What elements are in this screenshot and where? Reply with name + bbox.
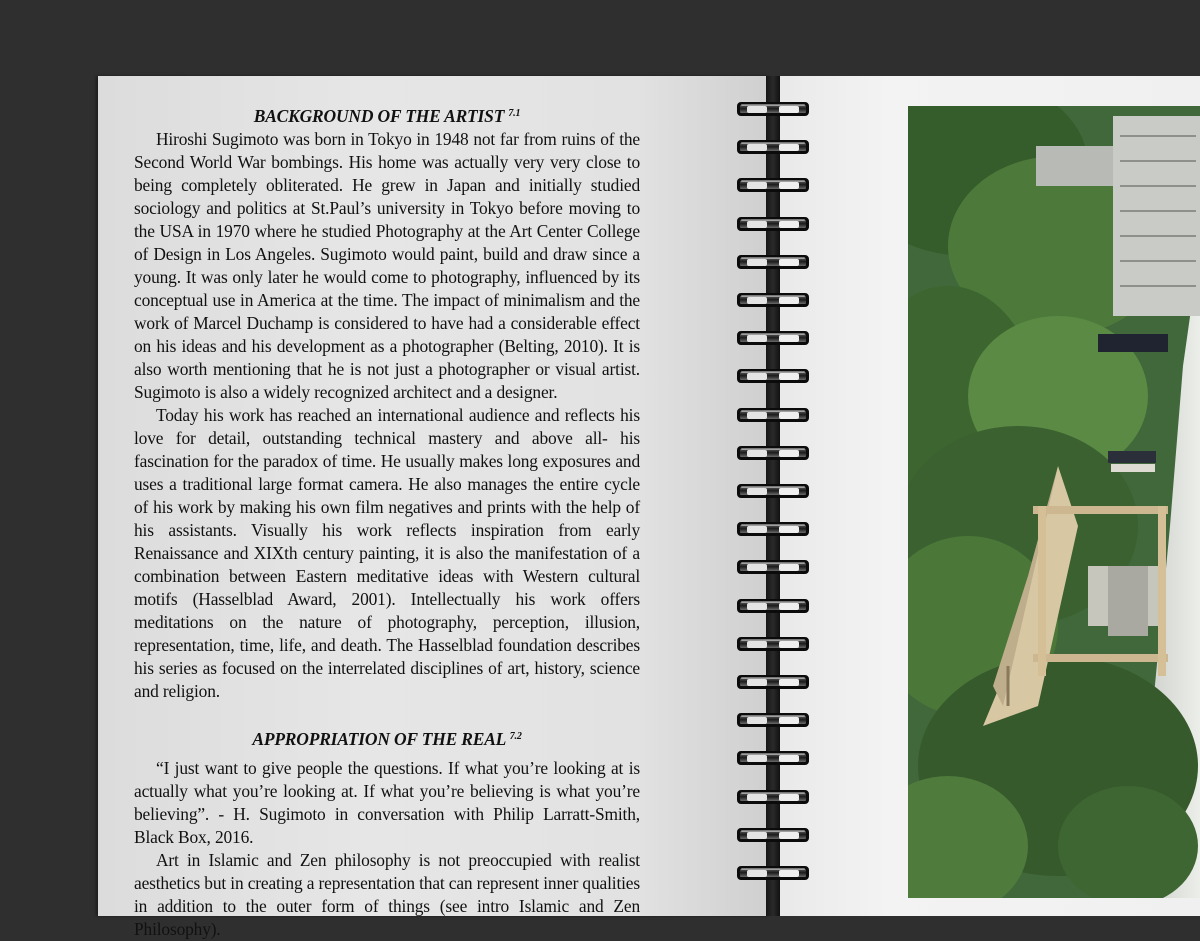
- garden-shrine-photo: [908, 106, 1200, 898]
- binding-ring: [737, 331, 811, 349]
- binding-ring: [737, 599, 811, 617]
- section-heading-appropriation: APPROPRIATION OF THE REAL $^{7.2}$: [252, 729, 522, 749]
- binding-ring: [737, 408, 811, 426]
- binding-ring: [737, 790, 811, 808]
- binding-ring: [737, 560, 811, 578]
- paragraph: Hiroshi Sugimoto was born in Tokyo in 1948 not far from ruins of the Second World War bombings. His home was actually very very close to being completely obliterated. He grew in Japan and initially studied sociology and politics at St.Paul’s university in Tokyo before moving to the USA in 1970 where he studied Photography at the Art Center College of Design in Los Angeles. Sugimoto would paint, build and draw since a young. It was only later he would come to photography, influenced by its conceptual use in America at the time. The impact of minimalism and the work of Marcel Duchamp is considered to have had a considerable effect on his ideas and his development as a photographer (Belting, 2010). It is also worth mentioning that he is not just a photographer or visual artist. Sugimoto is also a widely recognized architect and a designer.: [134, 129, 640, 402]
- binding-ring: [737, 446, 811, 464]
- binding-ring: [737, 178, 811, 196]
- section-ref: 7.1: [508, 108, 521, 119]
- paragraph: Art in Islamic and Zen philosophy is not preoccupied with realist aesthetics but in creating a representation that can represent inner qualities in addition to the outer form of things (see intro Islamic and Zen Philosophy).: [134, 850, 640, 939]
- binding-ring: [737, 522, 811, 540]
- section-heading-background: BACKGROUND OF THE ARTIST $^{7.1}$: [253, 106, 521, 126]
- binding-ring: [737, 675, 811, 693]
- binding-ring: [737, 102, 811, 120]
- text-block: [134, 102, 640, 941]
- photo-illustration: [908, 106, 1200, 898]
- paragraph: Today his work has reached an international audience and reflects his love for detail, outstanding technical mastery and above all- his fascination for the paradox of time. He usually makes long exposures and uses a traditional large format camera. He also manages the entire cycle of his work by making his own film negatives and prints with the help of his assistants. Visually his work reflects inspiration from early Renaissance and XIXth century painting, it is also the manifestation of a combination between Eastern meditative ideas with Western cultural motifs (Hasselblad Award, 2001). Intellectually his work offers meditations on the nature of photography, perception, illusion, representation, time, life, and death. The Hasselblad foundation describes his series as focused on the interrelated disciplines of art, history, science and religion.: [134, 405, 640, 701]
- binding-ring: [737, 140, 811, 158]
- binding-ring: [737, 217, 811, 235]
- binding-ring: [737, 293, 811, 311]
- left-page: [98, 76, 770, 939]
- binding-ring: [737, 751, 811, 769]
- binding-ring: [737, 713, 811, 731]
- section-ref: 7.2: [509, 731, 522, 742]
- binding-ring: [737, 369, 811, 387]
- binding-ring: [737, 828, 811, 846]
- paragraph: “I just want to give people the questions. If what you’re looking at is actually what you’re looking at. If what you’re believing is what you’re believing”. - H. Sugimoto in conversation with Philip Larratt-Smith, Black Box, 2016.: [134, 758, 640, 847]
- binding-ring: [737, 866, 811, 884]
- binding-ring: [737, 637, 811, 655]
- binding-ring: [737, 255, 811, 273]
- binding-ring: [737, 484, 811, 502]
